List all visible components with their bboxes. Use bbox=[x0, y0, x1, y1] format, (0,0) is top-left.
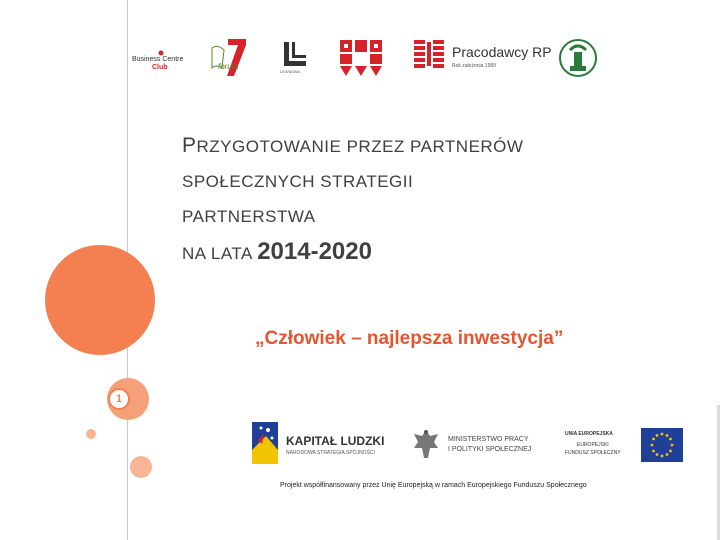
ue-line3: FUNDUSZ SPOŁECZNY bbox=[565, 450, 621, 456]
kapital-title: KAPITAŁ LUDZKI bbox=[286, 434, 385, 448]
eu-flag-icon bbox=[641, 428, 683, 462]
kapital-ludzki-emblem-icon bbox=[250, 420, 280, 466]
slide-number: 1 bbox=[115, 393, 123, 405]
ministerstwo-line1: MINISTERSTWO PRACY bbox=[448, 436, 529, 443]
geometric-pattern-icon bbox=[340, 40, 382, 76]
pracodawcy-emblem-icon bbox=[412, 38, 446, 72]
title-year: 2014-2020 bbox=[257, 238, 372, 265]
eu-efs-logo bbox=[565, 428, 685, 464]
title-line-1 bbox=[182, 128, 662, 164]
pracodawcy-text: Pracodawcy RP bbox=[452, 44, 552, 60]
ue-line2: EUROPEJSKI bbox=[577, 442, 609, 448]
polish-eagle-icon bbox=[412, 428, 440, 462]
title-line-1-rest: RZYGOTOWANIE PRZEZ PARTNERÓW bbox=[196, 137, 524, 156]
forum-logo bbox=[208, 38, 250, 78]
pracodawcy-rp-logo bbox=[412, 38, 552, 74]
decorative-circle-tiny bbox=[86, 429, 96, 439]
slogan: „Człowiek – najlepsza inwestycja” bbox=[255, 328, 564, 349]
title-line-3: PARTNERSTWA bbox=[182, 207, 316, 226]
red-geometric-logo bbox=[340, 40, 382, 76]
ministerstwo-logo bbox=[412, 428, 552, 462]
bcc-line1: Business Centre bbox=[132, 56, 184, 63]
business-centre-club-logo bbox=[130, 50, 192, 72]
decorative-circle-large bbox=[45, 245, 155, 355]
bcc-line2: Club bbox=[152, 64, 168, 71]
forum-text: forum bbox=[218, 62, 239, 71]
lewiatan-text: LEWIATAN bbox=[280, 69, 300, 74]
title-initial: P bbox=[182, 134, 197, 157]
title-prefix: NA LATA bbox=[182, 244, 258, 263]
title-line-2: SPOŁECZNYCH STRATEGII bbox=[182, 172, 414, 191]
ministerstwo-line2: I POLITYKI SPOŁECZNEJ bbox=[448, 446, 532, 453]
title-line-4 bbox=[182, 234, 662, 271]
kapital-ludzki-logo bbox=[250, 420, 400, 468]
slide-number-badge bbox=[108, 388, 130, 410]
forum-seven-icon bbox=[208, 38, 250, 78]
ue-line1: UNIA EUROPEJSKA bbox=[565, 431, 613, 437]
lewiatan-l-icon bbox=[278, 40, 314, 70]
kapital-sub: NARODOWA STRATEGIA SPÓJNOŚCI bbox=[286, 450, 375, 456]
zzm-logo bbox=[558, 38, 598, 78]
footer-note: Projekt współfinansowany przez Unię Europejską w ramach Europejskiego Funduszu Społecznego bbox=[280, 482, 587, 489]
slide-title bbox=[182, 128, 662, 271]
zzm-emblem-icon bbox=[558, 38, 598, 78]
lewiatan-logo bbox=[278, 40, 314, 76]
decorative-circle-small bbox=[130, 456, 152, 478]
pracodawcy-sub: Rok założenia 1989 bbox=[452, 63, 496, 69]
